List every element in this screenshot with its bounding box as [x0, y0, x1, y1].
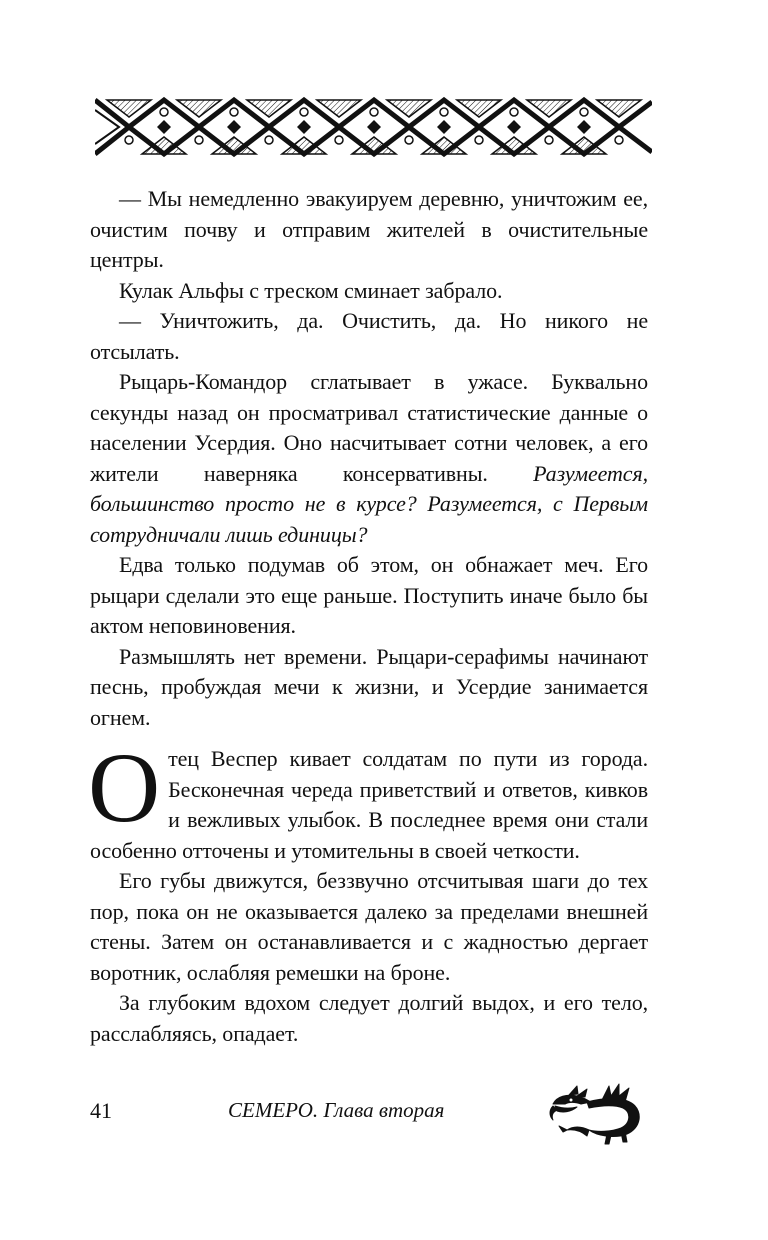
italic-thought: Разумеется, большинство просто не в курсе? Разумеется, с Первым сотрудничали лишь единицы? [90, 460, 648, 547]
paragraph: — Мы немедленно эвакуируем деревню, уничтожим ее, очистим почву и отправим жителей в очистительные центры. [90, 186, 648, 272]
page-number: 41 [90, 1098, 112, 1123]
paragraph [90, 367, 648, 550]
paragraph: За глубоким вдохом следует долгий выдох, и его тело, расслабляясь, опадает. [90, 990, 648, 1046]
section-one [90, 184, 648, 733]
paragraph: — Уничтожить, да. Очистить, да. Но никого не отсылать. [90, 308, 648, 364]
section-two [88, 732, 648, 1049]
paragraph-text: тец Веспер кивает солдатам по пути из города. Бесконечная череда приветствий и ответов, кивков и вежливых улыбок. В последнее время они стали особенно отточены и утомительны в своей четкости. [90, 746, 648, 863]
paragraph: Его губы движутся, беззвучно отсчитывая шаги до тех пор, пока он не оказывается далеко за пределами внешней стены. Затем он останавливается и с жадностью дергает воротник, ослабляя ремешки на броне. [90, 868, 648, 985]
paragraph: Кулак Альфы с треском сминает забрало. [119, 277, 503, 303]
paragraph-text: Рыцарь-Командор сглатывает в ужасе. Буквально секунды назад он просматривал статистические данные о населении Усердия. Оно насчитывает сотни человек, а его жители наверняка консервативны. [90, 369, 648, 486]
ornamental-border-icon [95, 96, 652, 158]
paragraph: Едва только подумав об этом, он обнажает меч. Его рыцари сделали это еще раньше. Поступить иначе было бы актом неповиновения. [90, 552, 648, 638]
dragon-icon [547, 1082, 652, 1146]
paragraph: Размышлять нет времени. Рыцари-серафимы начинают песнь, пробуждая мечи к жизни, и Усердие занимается огнем. [90, 643, 648, 730]
drop-cap: О [88, 732, 161, 843]
running-head: СЕМЕРО. Глава вторая [228, 1098, 445, 1122]
paragraph [88, 732, 648, 866]
page-footer [90, 1094, 650, 1154]
